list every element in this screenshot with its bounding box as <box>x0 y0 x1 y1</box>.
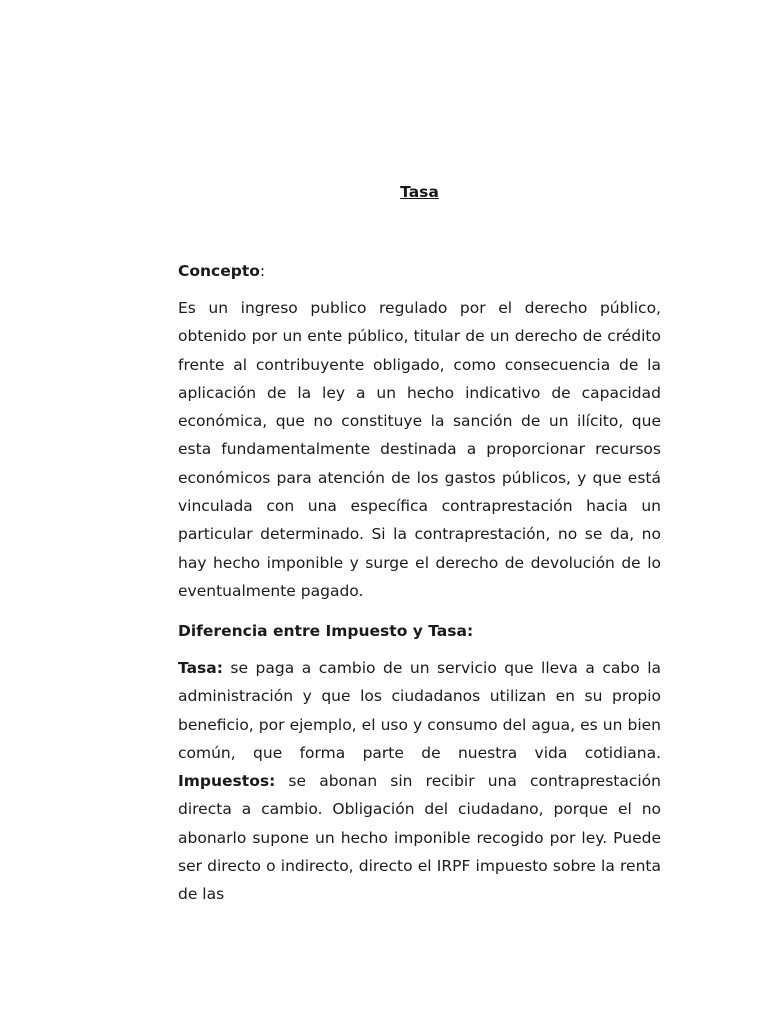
concepto-paragraph: Es un ingreso publico regulado por el derecho público, obtenido por un ente público, titular de un derecho de crédito frente al contribuyente obligado, como consecuencia de la aplicación de la ley a un hecho indicativo de capacidad económica, que no constituye la sanción de un ilícito, que esta fundamentalmente destinada a proporcionar recursos económicos para atención de los gastos públicos, y que está vinculada con una específica contraprestación hacia un particular determinado. Si la contraprestación, no se da, no hay hecho imponible y surge el derecho de devolución de lo eventualmente pagado. <box>178 299 661 600</box>
diferencia-heading-text: Diferencia entre Impuesto y Tasa: <box>178 622 474 640</box>
diferencia-heading <box>178 621 661 641</box>
tasa-label: Tasa: <box>178 659 223 677</box>
tasa-text: se paga a cambio de un servicio que lleva a cabo la administración y que los ciudadanos utilizan en su propio beneficio, por ejemplo, el uso y consumo del agua, es un bien común, que forma parte de nuestra vida cotidiana. <box>178 659 661 762</box>
diferencia-paragraph <box>178 654 661 904</box>
document-title: Tasa <box>400 183 439 201</box>
impuestos-label: Impuestos: <box>178 772 276 791</box>
impuestos-text: se abonan sin recibir una contraprestación directa a cambio. Obligación del ciudadano, porque el no abonarlo supone un hecho imponible recogido por ley. Puede ser directo o indirecto, directo el IRPF impuesto sobre la renta de las <box>178 772 661 904</box>
concepto-colon: : <box>259 262 266 280</box>
concepto-heading <box>178 261 661 281</box>
concepto-label: Concepto <box>178 262 260 280</box>
